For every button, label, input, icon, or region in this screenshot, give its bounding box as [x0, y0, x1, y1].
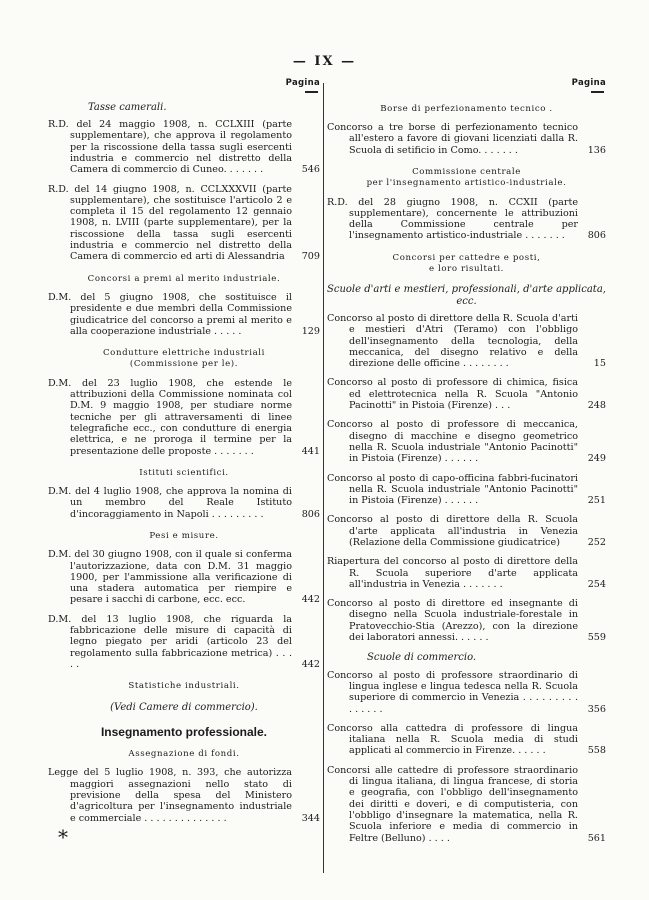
header-rule	[591, 91, 604, 93]
page-ref: 806	[301, 508, 320, 520]
page-ref: 129	[301, 325, 320, 337]
asterisk-mark: *	[58, 824, 68, 849]
index-entry: D.M. del 5 giugno 1908, che sostituisce il presidente e due membri della Commissione giudicatrice del concorso a premi al merito e alla cooperazione industriale . . . . . 129	[48, 291, 320, 337]
page-ref: 559	[587, 632, 606, 644]
page-ref: 252	[587, 537, 606, 548]
section-heading-pesi: Pesi e misure.	[149, 531, 219, 541]
right-column	[327, 78, 606, 852]
column-divider	[323, 83, 324, 873]
cross-reference-note: (Vedi Camere di commercio).	[110, 701, 258, 713]
page-ref: 442	[301, 658, 320, 670]
index-entry: R.D. del 24 maggio 1908, n. CCLXIII (parte supplementare), che approva il regolamento per la riscossione della tassa sugli esercenti industria e commercio nel distretto della Camera di commercio di Cuneo. . . . . . . 546	[48, 119, 320, 176]
index-entry: D.M. del 4 luglio 1908, che approva la nomina di un membro del Reale Istituto d'incoraggiamento in Napoli . . . . . . . . . 806	[48, 486, 320, 520]
page-ref: 561	[587, 832, 606, 844]
index-entry: Concorsi alle cattedre di professore straordinario di lingua italiana, di lingua francese, di storia e geografia, con l'obbligo dell'insegnamento dei diritti e doveri, e di computisteria, con l'obbligo d'insegnare la matematica, nella R. Scuola inferiore e media di commercio in Feltre (Belluno) . . . . 561	[327, 764, 606, 844]
section-heading-statistiche: Statistiche industriali.	[128, 681, 240, 692]
index-entry: R.D. del 14 giugno 1908, n. CCLXXXVII (parte supplementare), che sostituisce l'articolo 2 e completa il 15 del regolamento 12 gennaio 1908, n. LVIII (parte supplementare), per la riscossione della tassa sugli esercenti industria e commercio nel distretto della Camera di commercio ed arti di Alessandria 709	[48, 183, 320, 263]
page-ref: 248	[587, 400, 606, 412]
page-ref: 442	[301, 594, 320, 606]
page-ref: 709	[301, 251, 320, 263]
page-ref: 251	[587, 495, 606, 507]
index-entry: Concorso al posto di direttore della R. Scuola d'arte applicata all'industria in Venezia (Relazione della Commissione giudicatrice) 252	[327, 514, 606, 548]
index-entry: Concorso al posto di capo-officina fabbri-fucinatori nella R. Scuola industriale "Antonio Pacinotti" in Pistoia (Firenze) . . . . . . 251	[327, 472, 606, 507]
subheading-scuole-arti: Scuole d'arti e mestieri, professionali, d'arte applicata, ecc.	[327, 284, 606, 307]
section-heading-borse: Borse di perfezionamento tecnico .	[380, 103, 553, 114]
section-heading-commissione: Commissione centrale per l'insegnamento artistico-industriale.	[366, 166, 567, 189]
index-entry: D.M. del 30 giugno 1908, con il quale si conferma l'autorizzazione, data con D.M. 31 maggio 1900, per l'ammissione alla verificazione di una stadera automatica per riempire e pesare i sacchi di carbone, ecc. ecc. 442	[48, 549, 320, 606]
index-entry: Legge del 5 luglio 1908, n. 393, che autorizza maggiori assegnazioni nello stato di previsione della spesa del Ministero d'agricoltura per l'insegnamento industriale e commerciale . . . . . . . . . . . . . . 344	[48, 767, 320, 824]
section-heading-condutture: Condutture elettriche industriali (Commissione per le).	[103, 348, 265, 370]
index-entry: R.D. del 28 giugno 1908, n. CCXII (parte supplementare), concernente le attribuzioni della Commissione centrale per l'insegnamento artistico-industriale . . . . . . . 806	[327, 196, 606, 242]
index-entry: Concorso a tre borse di perfezionamento tecnico all'estero a favore di giovani licenziati dalla R. Scuola di setificio in Como. . . . . . . 136	[327, 122, 606, 156]
page-ref: 136	[587, 144, 606, 156]
page-ref: 254	[587, 578, 606, 590]
index-entry: D.M. del 23 luglio 1908, che estende le attribuzioni della Commissione nominata col D.M. 9 maggio 1908, per studiare norme tecniche per gli attraversamenti di linee telegrafiche ecc., con condutture di energia elettrica, e ne proroga il termine per la presentazione delle proposte . . . . . . . 441	[48, 377, 320, 457]
page-ref: 558	[587, 745, 606, 757]
index-entry: Concorso al posto di direttore della R. Scuola d'arti e mestieri d'Atri (Teramo) con l'obbligo dell'insegnamento della tecnologia, della meccanica, del disegno relativo e della direzione delle officine . . . . . . . . 15	[327, 312, 606, 370]
page-ref: 546	[301, 164, 320, 176]
index-entry: Concorso al posto di professore straordinario di lingua inglese e lingua tedesca nella R. Scuola superiore di commercio in Venezia . . . . . . . . . . . . . . . 356	[327, 669, 606, 715]
section-heading-concorsi-premi: Concorsi a premi al merito industriale.	[87, 273, 281, 284]
page-ref: 15	[593, 358, 606, 370]
index-entry: Concorso al posto di professore di meccanica, disegno di macchine e disegno geometrico nella R. Scuola industriale "Antonio Pacinotti" in Pistoia (Firenze) . . . . . . 249	[327, 419, 606, 465]
subheading-scuole-commercio: Scuole di commercio.	[367, 652, 477, 664]
left-column	[48, 78, 320, 849]
section-heading-istituti: Istituti scientifici.	[139, 467, 229, 478]
page-column-header: Pagina	[285, 78, 320, 88]
index-entry: Riapertura del concorso al posto di direttore della R. Scuola superiore d'arte applicata all'industria in Venezia . . . . . . . 254	[327, 556, 606, 590]
page-ref: 806	[587, 230, 606, 242]
section-heading-tasse: Tasse camerali.	[88, 101, 167, 113]
section-heading-insegnamento: Insegnamento professionale.	[100, 724, 268, 739]
subheading-assegnazione: Assegnazione di fondi.	[128, 749, 240, 760]
index-entry: Concorso al posto di direttore ed insegnante di disegno nella Scuola industriale-forestale in Pratovecchio-Stia (Arezzo), con la direzione dei laboratori annessi. . . . . . 559	[327, 598, 606, 644]
page-ref: 356	[587, 703, 606, 715]
index-entry: Concorso alla cattedra di professore di lingua italiana nella R. Scuola media di studi applicati al commercio in Firenze. . . . . . 558	[327, 722, 606, 757]
index-entry: D.M. del 13 luglio 1908, che riguarda la fabbricazione delle misure di capacità di legno piegato per aridi (articolo 23 del regolamento sulla fabbricazione metrica) . . . . . 442	[48, 613, 320, 670]
page-ref: 249	[587, 453, 606, 465]
page-ref: 344	[301, 812, 320, 824]
index-entry: Concorso al posto di professore di chimica, fisica ed elettrotecnica nella R. Scuola "Antonio Pacinotti" in Pistoia (Firenze) . . . 248	[327, 377, 606, 412]
section-heading-concorsi-cattedre: Concorsi per cattedre e posti, e loro risultati.	[392, 252, 541, 275]
page-number: — IX —	[292, 54, 357, 69]
header-rule	[305, 91, 318, 93]
page-column-header: Pagina	[571, 78, 606, 88]
page-ref: 441	[301, 445, 320, 457]
